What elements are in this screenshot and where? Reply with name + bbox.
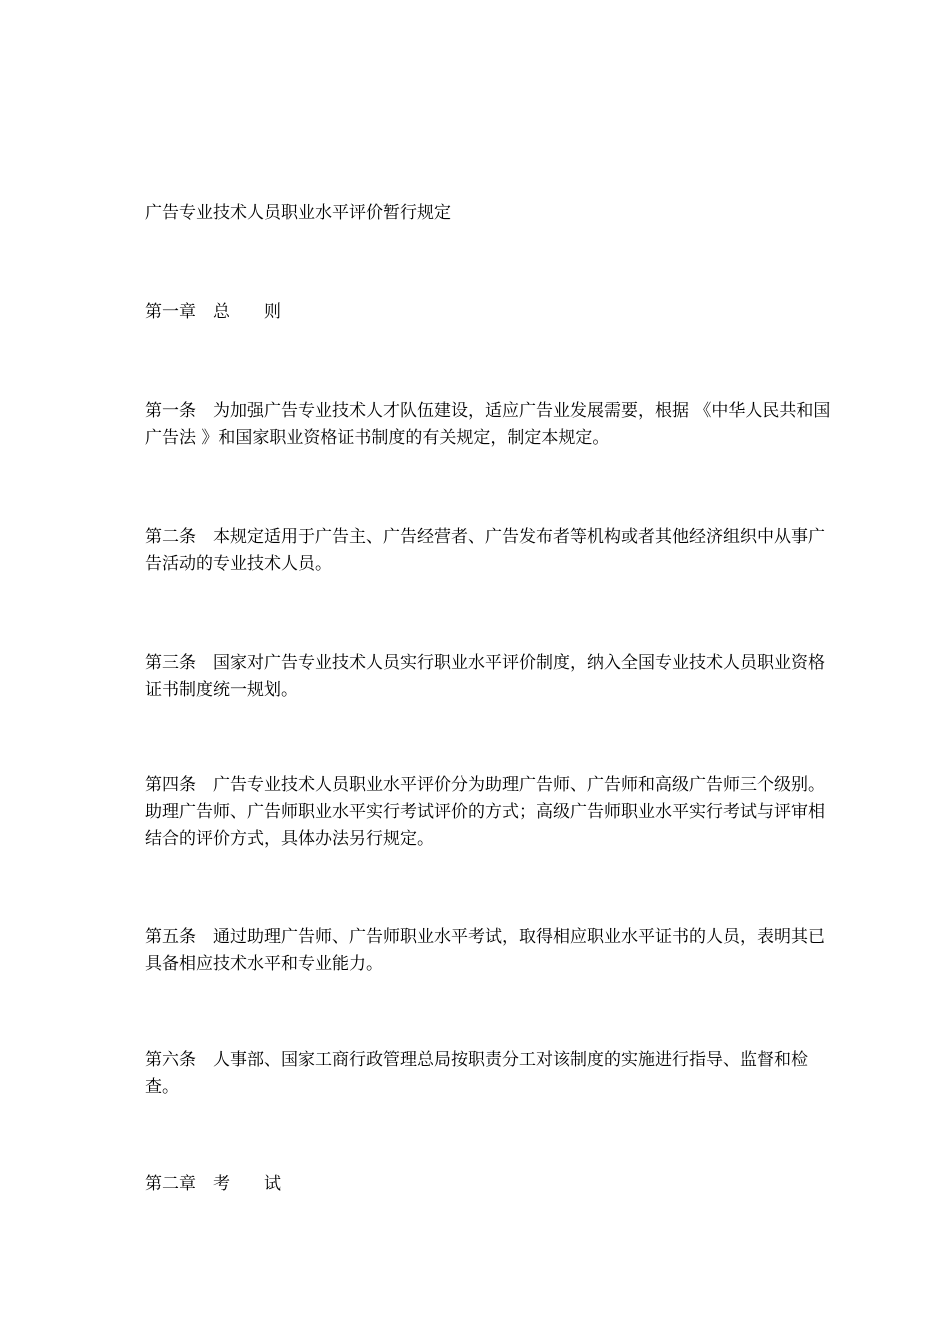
chapter-heading-2: 第二章 考 试: [145, 1174, 281, 1194]
document-title: 广告专业技术人员职业水平评价暂行规定: [145, 203, 451, 223]
article-3: 第三条 国家对广告专业技术人员实行职业水平评价制度，纳入全国专业技术人员职业资格证书制度统一规划。: [145, 653, 825, 700]
article-1: 第一条 为加强广告专业技术人才队伍建设，适应广告业发展需要，根据 《中华人民共和国广告法 》和国家职业资格证书制度的有关规定，制定本规定。: [145, 401, 831, 448]
article-5: 第五条 通过助理广告师、广告师职业水平考试，取得相应职业水平证书的人员，表明其已具备相应技术水平和专业能力。: [145, 927, 825, 974]
article-4: 第四条 广告专业技术人员职业水平评价分为助理广告师、广告师和高级广告师三个级别。助理广告师、广告师职业水平实行考试评价的方式；高级广告师职业水平实行考试与评审相结合的评价方式，具体办法另行规定。: [145, 775, 825, 849]
chapter-heading-1: 第一章 总 则: [145, 302, 281, 322]
article-6: 第六条 人事部、国家工商行政管理总局按职责分工对该制度的实施进行指导、监督和检查。: [145, 1050, 808, 1097]
article-2: 第二条 本规定适用于广告主、广告经营者、广告发布者等机构或者其他经济组织中从事广告活动的专业技术人员。: [145, 527, 825, 574]
